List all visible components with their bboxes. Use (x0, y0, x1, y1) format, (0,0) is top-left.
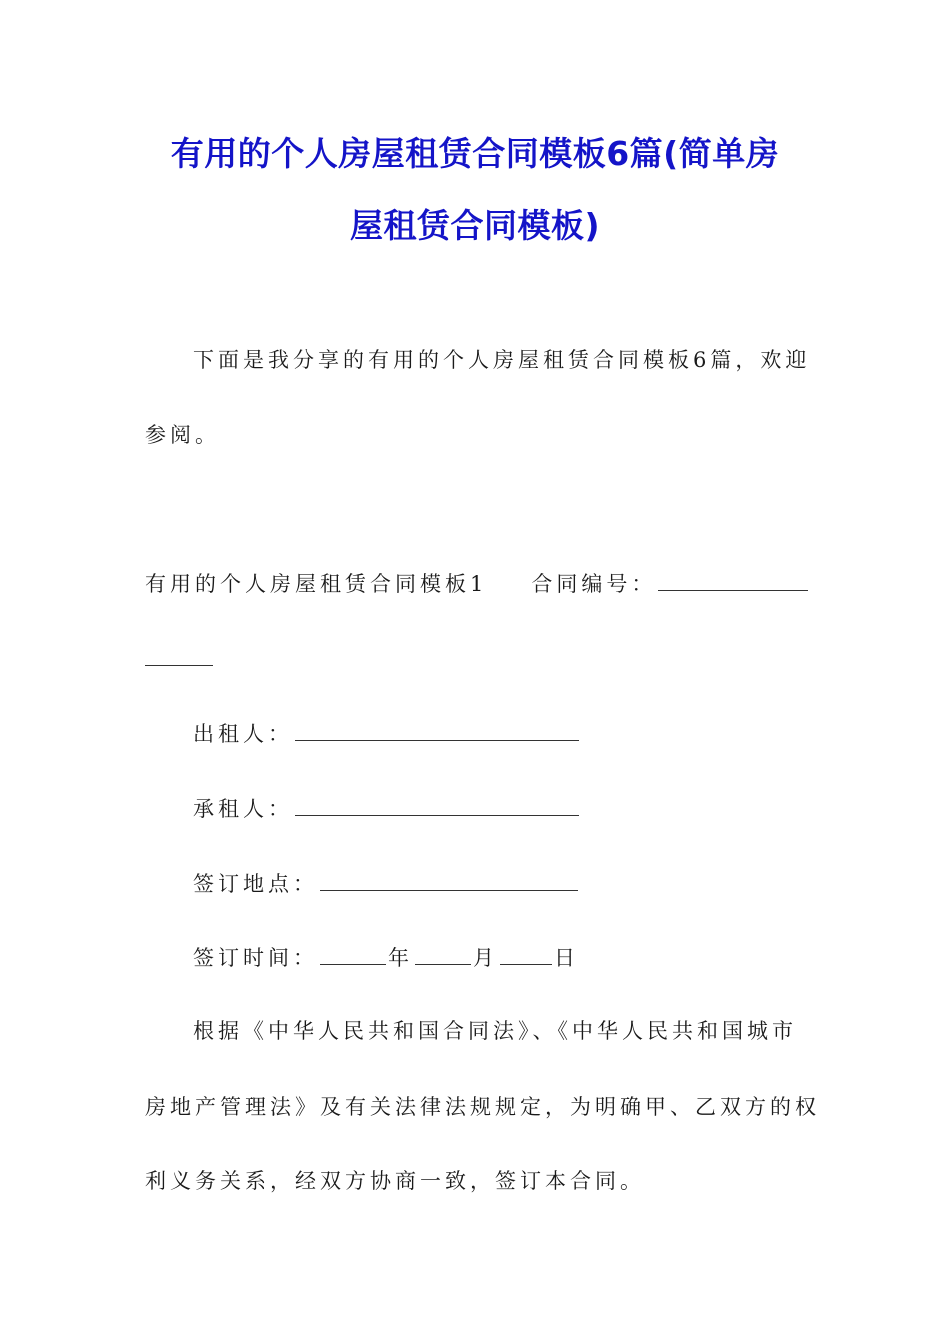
year-label: 年 (388, 946, 413, 970)
contract-number-label: 合同编号： (531, 572, 657, 596)
contract-number-blank-continued (145, 643, 213, 674)
contract-body-line-1: 根据《中华人民共和国合同法》、《中华人民共和国城市 (193, 1019, 797, 1043)
lessee-blank (295, 793, 579, 816)
day-blank (500, 942, 552, 965)
signing-place-blank (320, 868, 578, 891)
intro-line-2: 参阅。 (145, 423, 220, 447)
contract-heading: 有用的个人房屋租赁合同模板1 (145, 572, 488, 596)
contract-number-blank-tail (145, 643, 213, 666)
year-blank (320, 942, 386, 965)
month-blank (415, 942, 471, 965)
day-label: 日 (554, 946, 579, 970)
contract-body-line-3: 利义务关系，经双方协商一致，签订本合同。 (145, 1169, 645, 1193)
lessor-row (193, 718, 581, 749)
contract-number-blank (658, 568, 808, 591)
lessee-row (193, 793, 581, 824)
document-title-line-1: 有用的个人房屋租赁合同模板6篇(简单房 (170, 134, 780, 173)
signing-place-row (193, 868, 580, 899)
lessor-blank (295, 718, 579, 741)
signing-place-label: 签订地点： (193, 872, 318, 896)
lessee-label: 承租人： (193, 797, 293, 821)
lessor-label: 出租人： (193, 722, 293, 746)
intro-line-1: 下面是我分享的有用的个人房屋租赁合同模板6篇，欢迎 (193, 348, 811, 372)
month-label: 月 (473, 946, 498, 970)
signing-time-row (193, 942, 579, 973)
document-title-line-2: 屋租赁合同模板) (349, 206, 601, 245)
contract-header-row (145, 568, 810, 599)
signing-time-label: 签订时间： (193, 946, 318, 970)
contract-body-line-2: 房地产管理法》及有关法律法规规定，为明确甲、乙双方的权 (145, 1095, 820, 1119)
